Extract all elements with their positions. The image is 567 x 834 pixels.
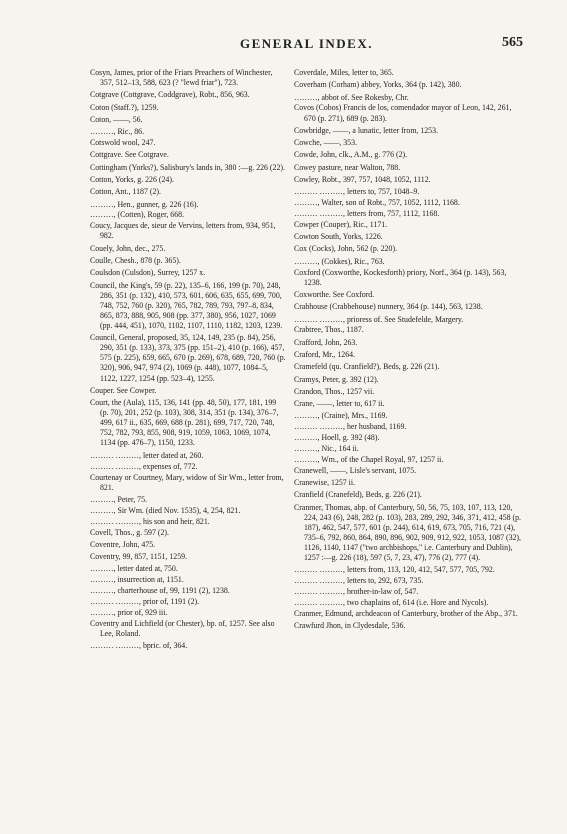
index-entry: Coventry, 99, 857, 1151, 1259. [90, 552, 188, 562]
index-entry: Coulsdon (Culsdon), Surrey, 1257 x. [90, 268, 206, 278]
index-entry: ……… ………, letters from, 113, 120, 412, 547, 577, 705, 792. [294, 565, 495, 575]
index-entry: Cotton, Yorks, g. 226 (24). [90, 174, 174, 184]
index-entry: Council, General, proposed, 35, 124, 149, 235 (p. 84), 256, 290, 351 (p. 133), 373, 375 (pp. 151–2), 410 (p. 166), 457, 575 (p. 225), 659, 665, 670 (p. 269), 678, 689, 720, 760 (p. 320), 906, 947, 974 (2), 1069 (p. 448), 1077, 1084–5, 1122, 1227, 1254 (pp. 523–4), 1255. [90, 333, 286, 383]
index-entry: Cottingham (Yorks?), Salisbury's lands in, 380 :—g. 226 (22). [90, 162, 285, 172]
index-entry: ………, charterhouse of, 99, 1191 (2), 1238. [90, 586, 230, 596]
index-entry: ……… ………, her husband, 1169. [294, 422, 407, 432]
index-entry: Crafford, John, 263. [294, 337, 358, 347]
index-entry: ………, (Cokkes), Ric., 763. [294, 256, 385, 266]
index-entry: ……… ………, brother-in-law of, 547. [294, 587, 419, 597]
index-entry: Cox (Cocks), John, 562 (p. 220). [294, 244, 398, 254]
index-entry: Coxford (Coxworthe, Kockesforth) priory, Norf., 364 (p. 143), 563, 1238. [294, 267, 507, 287]
index-entry: Coton (Staff.?), 1259. [90, 102, 159, 112]
index-entry: Cowde, John, clk., A.M., g. 776 (2). [294, 150, 408, 160]
page-number: 565 [502, 35, 523, 50]
index-entry: ………, letter dated at, 750. [90, 564, 178, 574]
index-entry: Coton, ——, 56. [90, 114, 143, 124]
index-entry: ………, prior of, 929 iii. [90, 608, 168, 617]
index-entry: ………, insurrection at, 1151. [90, 575, 184, 585]
index-entry: Coulle, Chesh., 878 (p. 365). [90, 255, 181, 265]
index-entry: Cranewise, 1257 ii. [294, 478, 355, 488]
right-column [294, 68, 524, 634]
index-entry: ……… ………, his son and heir, 821. [90, 516, 210, 526]
index-entry: Cowton South, Yorks, 1226. [294, 232, 383, 242]
index-entry: ………, Hen., gunner, g. 226 (16). [90, 199, 199, 209]
index-entry: Crandon, Thos., 1257 vii. [294, 386, 375, 396]
index-entry: Cowper (Couper), Ric., 1171. [294, 219, 388, 229]
index-entry: Crane, ——, letter to, 617 ii. [294, 399, 385, 409]
index-entry: ……… ………, letters from, 757, 1112, 1168. [294, 209, 440, 219]
index-entry: Cotton, Ant., 1187 (2). [90, 187, 161, 197]
index-entry: ……… ………, prior of, 1191 (2). [90, 597, 200, 607]
index-entry: ……… ………, letters to, 757, 1048–9. [294, 187, 420, 197]
index-entry: Courtenay or Courtney, Mary, widow of Sir Wm., letter from, 821. [90, 472, 284, 492]
index-entry: ………, Hoell, g. 392 (48). [294, 433, 380, 443]
index-entry: ………, (Craine), Mrs., 1169. [294, 411, 388, 421]
index-entry: Cosyn, James, prior of the Friars Preachers of Winchester, 357, 512–13, 588, 623 (? "lewd friar"), 723. [90, 68, 273, 88]
index-entry: Cowey pasture, near Walton, 788. [294, 162, 401, 172]
index-entry: Cowche, ——, 353. [294, 138, 357, 148]
index-entry: Cotgrave (Cottgrave, Coddgrave), Robt., 856, 963. [90, 90, 250, 100]
index-entry: Covell, Thos., g. 597 (2). [90, 527, 169, 537]
index-entry: Cramefeld (qu. Cranfield?), Beds, g. 226 (21). [294, 362, 440, 372]
index-entry: ……… ………, prioress of. See Studefelde, Margery. [294, 314, 464, 324]
index-entry: Council, the King's, 59 (p. 22), 135–6, 166, 199 (p. 70), 248, 286, 351 (p. 132), 410, 573, 601, 606, 635, 655, 699, 700, 748, 752, 760 (p. 320), 765, 782, 789, 793, 797–8, 834, 865, 873, 888, 905, 908 (pp. 377, 380), 956, 1027, 1069 (pp. 444, 451), 1070, 1102, 1107, 1110, 1182, 1203, 1239. [90, 280, 283, 330]
index-entry: Cranmer, Thomas, abp. of Canterbury, 50, 56, 75, 103, 107, 113, 120, 224, 243 (6), 248, 282 (p. 103), 283, 289, 292, 346, 371, 412, 458 (p. 187), 462, 547, 577, 601 (p. 244), 614, 619, 673, 705, 716, 721 (4), 735–6, 792, 860, 864, 890, 896, 902, 909, 912, 922, 1053, 1087 (32), 1126, 1140, 1147 ("two archbishops," i.e. Canterbury and Dublin), 1257 :—g. 226 (18), 597 (5, 7, 23, 47), 776 (2), 777 (4). [294, 502, 522, 563]
page-header [90, 36, 523, 56]
index-entry: ……… ………, letter dated at, 260. [90, 450, 204, 460]
index-entry: Cranmer, Edmund, archdeacon of Canterbury, brother of the Abp., 371. [294, 609, 518, 619]
index-entry: Crabtree, Thos., 1187. [294, 325, 364, 335]
index-entry: Cramys, Peter, g. 392 (12). [294, 374, 379, 384]
index-entry: Cranewell, ——, Lisle's servant, 1075. [294, 465, 417, 475]
index-entry: ………, Wm., of the Chapel Royal, 97, 1257 ii. [294, 455, 444, 464]
index-entry: ……… ………, letters to, 292, 673, 735. [294, 576, 424, 586]
index-entry: ……… ………, expenses of, 772. [90, 461, 198, 471]
index-entry: Couper. See Cowper. [90, 385, 157, 395]
index-entry: Cowbridge, ——, a lunatic, letter from, 1253. [294, 125, 438, 135]
index-entry: Crawfurd Jhon, in Clydesdale, 536. [294, 621, 406, 631]
index-entry: ………, Nic., 164 ii. [294, 444, 359, 454]
index-entry: ……… ………, bpric. of, 364. [90, 641, 188, 651]
index-entry: Coucy, Jacques de, sieur de Vervins, letters from, 934, 951, 982. [90, 221, 276, 241]
index-entry: ………, Ric., 86. [90, 127, 145, 137]
index-entry: ……… ………, two chaplains of, 614 (i.e. Hore and Nycols). [294, 598, 489, 608]
running-title: GENERAL INDEX. [240, 36, 373, 51]
index-entry: Coverham (Corham) abbey, Yorks, 364 (p. 142), 380. [294, 80, 462, 90]
index-entry: Cotswold wool, 247. [90, 138, 156, 148]
left-column [90, 68, 286, 652]
index-entry: Crabhouse (Crabbehouse) nunnery, 364 (p. 144), 563, 1238. [294, 302, 483, 312]
index-entry: Court, the (Aula), 115, 136, 141 (pp. 48, 50), 177, 181, 199 (p. 70), 201, 252 (p. 103), 308, 314, 351 (p. 134), 376–7, 499, 617 ii., 635, 669, 688 (p. 281), 699, 717, 720, 748, 752, 782, 793, 855, 908, 919, 1059, 1063, 1069, 1074, 1134 (pp. 476–7), 1150, 1233. [90, 398, 279, 448]
index-entry: ………, Walter, son of Robt., 757, 1052, 1112, 1168. [294, 198, 460, 208]
index-entry: Cranfield (Cranefeld), Beds, g. 226 (21). [294, 490, 422, 500]
index-entry: Cowley, Robt., 397, 757, 1048, 1052, 1112. [294, 174, 431, 184]
index-entry: Craford, Mr., 1264. [294, 350, 355, 360]
index-entry: ………, abbot of. See Rokesby, Chr. [294, 92, 409, 102]
index-entry: ………, Peter, 75. [90, 494, 147, 504]
index-entry: Coventre, John, 475. [90, 539, 156, 549]
index-entry: Couely, John, dec., 275. [90, 243, 166, 253]
index-entry: Coventry and Lichfield (or Chester), bp. of, 1257. See also Lee, Roland. [90, 618, 275, 638]
index-entry: Covos (Cobos) Francis de los, comendador mayor of Leon, 142, 261, 670 (p. 271), 689 (p. 283). [294, 103, 512, 123]
index-entry: ………, (Cotten), Roger, 668. [90, 210, 185, 220]
index-entry: Coxworthe. See Coxford. [294, 290, 375, 300]
index-entry: ………, Sir Wm. (died Nov. 1535), 4, 254, 821. [90, 505, 241, 515]
index-entry: Coverdale, Miles, letter to, 365. [294, 68, 394, 77]
index-entry: Cottgrave. See Cotgrave. [90, 150, 169, 160]
